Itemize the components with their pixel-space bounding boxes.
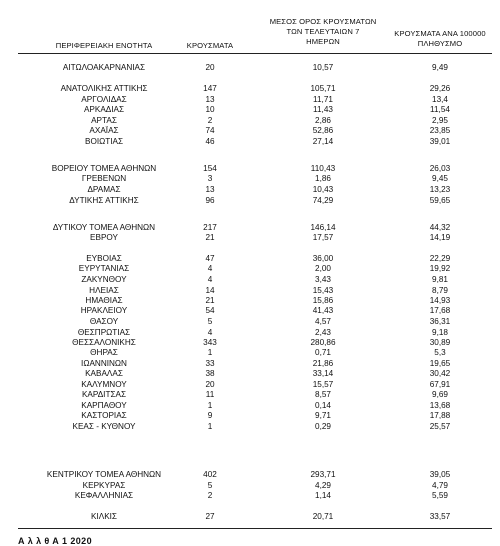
rate-cell: 25,57 [429, 422, 451, 431]
avg-cell: 15,86 [312, 296, 334, 305]
avg-cell: 3,43 [315, 275, 331, 284]
avg-cell: 2,86 [315, 116, 331, 125]
avg-cell: 4,29 [315, 481, 331, 490]
avg-cell: 0,71 [315, 348, 331, 357]
rate-cell: 17,68 [429, 306, 451, 315]
rate-cell: 9,18 [432, 328, 448, 337]
rate-cell: 36,31 [429, 317, 451, 326]
table-row [0, 380, 500, 390]
rate-cell: 19,92 [429, 264, 451, 273]
cases-cell: 4 [207, 264, 213, 273]
region-cell: ΚΕΑΣ - ΚΥΘΝΟΥ [72, 422, 136, 431]
table-row [0, 390, 500, 400]
region-cell: ΑΡΚΑΔΙΑΣ [83, 105, 125, 114]
table-row [0, 306, 500, 316]
table-row [0, 196, 500, 206]
cases-cell: 21 [205, 296, 215, 305]
region-cell: ΔΥΤΙΚΗΣ ΑΤΤΙΚΗΣ [69, 196, 139, 205]
rate-cell: 4,79 [432, 481, 448, 490]
footer-text: Α λ λ θ Α 1 2020 [18, 536, 92, 546]
rate-cell: 30,42 [429, 369, 451, 378]
table-row [0, 223, 500, 233]
rate-cell: 9,45 [432, 174, 448, 183]
cases-cell: 5 [207, 481, 213, 490]
region-cell: ΚΕΝΤΡΙΚΟΥ ΤΟΜΕΑ ΑΘΗΝΩΝ [46, 470, 162, 479]
rate-cell: 29,26 [429, 84, 451, 93]
table-row [0, 348, 500, 358]
cases-cell: 9 [207, 411, 213, 420]
header-avg-line1: ΜΕΣΟΣ ΟΡΟΣ ΚΡΟΥΣΜΑΤΩΝ [269, 17, 377, 26]
avg-cell: 11,43 [313, 105, 333, 114]
table-row [0, 359, 500, 369]
table-row [0, 116, 500, 126]
region-cell: ΘΗΡΑΣ [90, 348, 118, 357]
region-cell: ΚΑΡΠΑΘΟΥ [81, 401, 127, 410]
cases-cell: 154 [203, 164, 217, 173]
region-cell: ΗΡΑΚΛΕΙΟΥ [80, 306, 128, 315]
avg-cell: 1,86 [315, 174, 331, 183]
avg-cell: 15,57 [312, 380, 334, 389]
region-cell: ΑΡΓΟΛΙΔΑΣ [81, 95, 127, 104]
avg-cell: 11,71 [313, 95, 333, 104]
rate-cell: 33,57 [429, 512, 451, 521]
region-cell: ΔΡΑΜΑΣ [87, 185, 121, 194]
avg-cell: 74,29 [312, 196, 334, 205]
table-row [0, 164, 500, 174]
avg-cell: 105,71 [310, 84, 336, 93]
rate-cell: 5,59 [432, 491, 448, 500]
avg-cell: 0,14 [315, 401, 331, 410]
avg-cell: 20,71 [312, 512, 334, 521]
cases-cell: 11 [205, 390, 215, 399]
table-row [0, 174, 500, 184]
rate-cell: 13,23 [429, 185, 451, 194]
region-cell: ΗΛΕΙΑΣ [89, 286, 119, 295]
table-row [0, 63, 500, 73]
cases-cell: 2 [207, 491, 213, 500]
cases-cell: 5 [207, 317, 213, 326]
avg-cell: 36,00 [312, 254, 334, 263]
avg-cell: 33,14 [312, 369, 334, 378]
table-row [0, 95, 500, 105]
cases-cell: 96 [205, 196, 215, 205]
rate-cell: 8,79 [432, 286, 448, 295]
rate-cell: 14,93 [429, 296, 451, 305]
region-cell: ΚΑΡΔΙΤΣΑΣ [81, 390, 127, 399]
cases-cell: 13 [205, 185, 215, 194]
rate-cell: 30,89 [429, 338, 451, 347]
cases-cell: 4 [207, 275, 213, 284]
cases-cell: 47 [205, 254, 215, 263]
cases-cell: 27 [205, 512, 215, 521]
region-cell: ΚΕΡΚΥΡΑΣ [82, 481, 126, 490]
rate-cell: 5,3 [434, 348, 446, 357]
region-cell: ΑΙΤΩΛΟΑΚΑΡΝΑΝΙΑΣ [62, 63, 146, 72]
table-row [0, 401, 500, 411]
avg-cell: 8,57 [315, 390, 331, 399]
region-cell: ΖΑΚΥΝΘΟΥ [81, 275, 127, 284]
avg-cell: 27,14 [312, 137, 334, 146]
avg-cell: 10,57 [312, 63, 334, 72]
rate-cell: 39,01 [429, 137, 451, 146]
rate-cell: 67,91 [429, 380, 451, 389]
region-cell: ΚΑΒΑΛΑΣ [85, 369, 123, 378]
rate-cell: 2,95 [432, 116, 448, 125]
avg-cell: 21,86 [312, 359, 334, 368]
region-cell: ΕΥΒΟΙΑΣ [86, 254, 122, 263]
table-row [0, 137, 500, 147]
region-cell: ΑΝΑΤΟΛΙΚΗΣ ΑΤΤΙΚΗΣ [60, 84, 148, 93]
table-row [0, 491, 500, 501]
cases-cell: 343 [203, 338, 217, 347]
region-cell: ΒΟΙΩΤΙΑΣ [84, 137, 124, 146]
table-row [0, 286, 500, 296]
table-row [0, 328, 500, 338]
header-rate-line1: ΚΡΟΥΣΜΑΤΑ ΑΝΑ 100000 [394, 29, 486, 38]
table-row [0, 126, 500, 136]
cases-cell: 20 [205, 380, 215, 389]
cases-cell: 21 [205, 233, 215, 242]
cases-cell: 147 [203, 84, 217, 93]
rate-cell: 26,03 [429, 164, 451, 173]
avg-cell: 1,14 [315, 491, 331, 500]
rate-cell: 13,68 [429, 401, 451, 410]
table-row [0, 422, 500, 432]
region-cell: ΒΟΡΕΙΟΥ ΤΟΜΕΑ ΑΘΗΝΩΝ [51, 164, 157, 173]
rate-cell: 14,19 [429, 233, 451, 242]
rate-cell: 9,81 [432, 275, 448, 284]
region-cell: ΘΑΣΟΥ [89, 317, 119, 326]
footer-rule [18, 528, 492, 529]
header-region: ΠΕΡΙΦΕΡΕΙΑΚΗ ΕΝΟΤΗΤΑ [55, 41, 153, 50]
region-cell: ΘΕΣΠΡΩΤΙΑΣ [77, 328, 131, 337]
cases-cell: 1 [207, 422, 213, 431]
table-row [0, 84, 500, 94]
avg-cell: 4,57 [315, 317, 331, 326]
region-cell: ΚΕΦΑΛΛΗΝΙΑΣ [74, 491, 134, 500]
region-cell: ΑΧΑΪΑΣ [89, 126, 119, 135]
rate-cell: 19,65 [429, 359, 451, 368]
region-cell: ΔΥΤΙΚΟΥ ΤΟΜΕΑ ΑΘΗΝΩΝ [52, 223, 156, 232]
rate-cell: 59,65 [429, 196, 451, 205]
region-cell: ΘΕΣΣΑΛΟΝΙΚΗΣ [72, 338, 136, 347]
avg-cell: 293,71 [310, 470, 336, 479]
cases-cell: 14 [205, 286, 215, 295]
region-cell: ΚΙΛΚΙΣ [90, 512, 117, 521]
region-cell: ΚΑΣΤΟΡΙΑΣ [81, 411, 127, 420]
avg-cell: 15,43 [312, 286, 334, 295]
table-row [0, 275, 500, 285]
avg-cell: 52,86 [312, 126, 334, 135]
region-cell: ΚΑΛΥΜΝΟΥ [81, 380, 127, 389]
cases-cell: 4 [207, 328, 213, 337]
cases-cell: 3 [207, 174, 213, 183]
cases-cell: 1 [207, 348, 213, 357]
region-cell: ΑΡΤΑΣ [91, 116, 117, 125]
table-row [0, 105, 500, 115]
rate-cell: 22,29 [429, 254, 451, 263]
rate-cell: 39,05 [429, 470, 451, 479]
rate-cell: 13,4 [432, 95, 448, 104]
rate-cell: 23,85 [429, 126, 451, 135]
avg-cell: 17,57 [312, 233, 334, 242]
avg-cell: 9,71 [315, 411, 331, 420]
cases-cell: 33 [205, 359, 215, 368]
table-row [0, 481, 500, 491]
table-row [0, 411, 500, 421]
table-row [0, 233, 500, 243]
region-cell: ΙΩΑΝΝΙΝΩΝ [81, 359, 127, 368]
avg-cell: 280,86 [310, 338, 336, 347]
cases-cell: 74 [205, 126, 215, 135]
rate-cell: 9,69 [432, 390, 448, 399]
rate-cell: 44,32 [429, 223, 451, 232]
avg-cell: 2,43 [315, 328, 331, 337]
table-row [0, 338, 500, 348]
cases-cell: 13 [205, 95, 215, 104]
cases-cell: 217 [203, 223, 217, 232]
avg-cell: 0,29 [315, 422, 331, 431]
table-row [0, 254, 500, 264]
table-row [0, 185, 500, 195]
rate-cell: 11,54 [430, 105, 450, 114]
cases-cell: 20 [205, 63, 215, 72]
header-avg-line2: ΤΩΝ ΤΕΛΕΥΤΑΙΩΝ 7 [286, 27, 360, 36]
table-row [0, 264, 500, 274]
region-cell: ΗΜΑΘΙΑΣ [85, 296, 123, 305]
region-cell: ΓΡΕΒΕΝΩΝ [81, 174, 127, 183]
rate-cell: 9,49 [432, 63, 448, 72]
cases-cell: 2 [207, 116, 213, 125]
cases-cell: 10 [205, 105, 215, 114]
rate-cell: 17,88 [429, 411, 451, 420]
table-row [0, 470, 500, 480]
region-cell: ΕΥΡΥΤΑΝΙΑΣ [78, 264, 130, 273]
header-cases: ΚΡΟΥΣΜΑΤΑ [186, 41, 234, 50]
avg-cell: 110,43 [310, 164, 336, 173]
header-avg-line3: ΗΜΕΡΩΝ [306, 37, 340, 46]
table-row [0, 317, 500, 327]
cases-cell: 1 [207, 401, 213, 410]
region-cell: ΕΒΡΟΥ [90, 233, 118, 242]
header-rate-line2: ΠΛΗΘΥΣΜΟ [417, 39, 463, 48]
avg-cell: 41,43 [312, 306, 334, 315]
table-row [0, 369, 500, 379]
cases-cell: 402 [203, 470, 217, 479]
cases-cell: 46 [205, 137, 215, 146]
cases-cell: 38 [205, 369, 215, 378]
table-row [0, 512, 500, 522]
avg-cell: 10,43 [312, 185, 334, 194]
table-row [0, 296, 500, 306]
avg-cell: 2,00 [315, 264, 331, 273]
avg-cell: 146,14 [310, 223, 336, 232]
cases-cell: 54 [205, 306, 215, 315]
